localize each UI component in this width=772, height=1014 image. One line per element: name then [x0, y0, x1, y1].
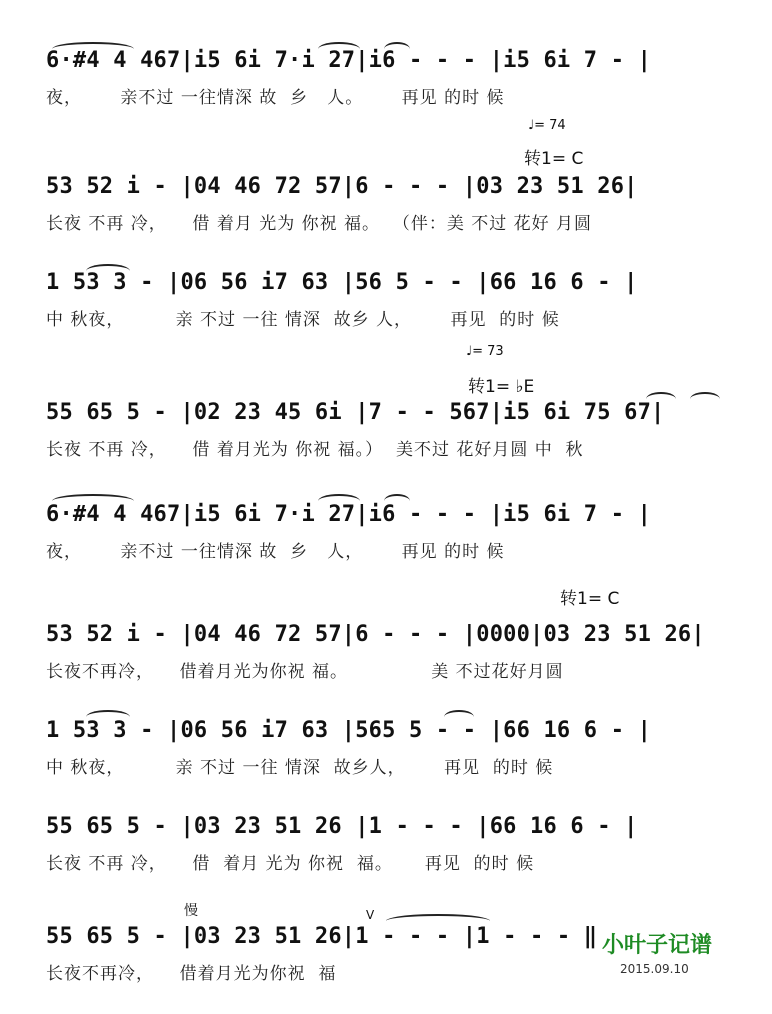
- lyrics-line: 中 秋夜， 亲 不过 一往 情深 故乡 人， 再见 的时 候: [46, 310, 560, 330]
- breath-mark: V: [366, 908, 375, 922]
- lyrics-line: 长夜不再冷， 借着月光为你祝 福。 美 不过花好月圆: [46, 662, 564, 682]
- tempo-mark: ♩= 73: [466, 344, 504, 359]
- score-system-2: [0, 126, 772, 236]
- score-system-3: [0, 222, 772, 332]
- notation-line: 55 65 5 - |03 23 51 26|1 - - - |1 - - - ‖: [46, 924, 598, 949]
- lyrics-line: 中 秋夜， 亲 不过 一往 情深 故乡人， 再见 的时 候: [46, 758, 554, 778]
- slur: [690, 392, 720, 406]
- tempo-mark: ♩= 74: [528, 118, 566, 133]
- notation-line: 1 53 3 - |06 56 i7 63 |565 5 - - |66 16 6 - |: [46, 718, 652, 743]
- tempo-slow-mark: 慢: [184, 903, 198, 919]
- notation-line: 6·#4 4 467|i5 6i 7·i 27|i6 - - - |i5 6i 7 - |: [46, 502, 652, 527]
- date-stamp: 2015.09.10: [620, 962, 689, 976]
- score-system-4: [0, 352, 772, 462]
- notation-line: 55 65 5 - |03 23 51 26 |1 - - - |66 16 6 - |: [46, 814, 638, 839]
- score-system-6: [0, 574, 772, 684]
- score-system-1: [0, 0, 772, 110]
- author-watermark: 小叶子记谱: [602, 933, 713, 958]
- score-system-8: [0, 766, 772, 876]
- score-system-7: [0, 670, 772, 780]
- key-change: 转1= C: [560, 589, 620, 609]
- notation-line: 55 65 5 - |02 23 45 6i |7 - - 567|i5 6i 75 67|: [46, 400, 665, 425]
- lyrics-line: 夜， 亲不过 一往情深 故 乡 人， 再见 的时 候: [46, 542, 505, 562]
- lyrics-line: 长夜 不再 冷， 借 着月光为 你祝 福。） 美不过 花好月圆 中 秋: [46, 440, 584, 460]
- lyrics-line: 长夜 不再 冷， 借 着月 光为 你祝 福。 再见 的时 候: [46, 854, 535, 874]
- notation-line: 1 53 3 - |06 56 i7 63 |56 5 - - |66 16 6 - |: [46, 270, 638, 295]
- notation-line: 53 52 i - |04 46 72 57|6 - - - |0000|03 23 51 26|: [46, 622, 705, 647]
- notation-line: 53 52 i - |04 46 72 57|6 - - - |03 23 51 26|: [46, 174, 638, 199]
- lyrics-line: 长夜不再冷， 借着月光为你祝 福: [46, 964, 337, 984]
- lyrics-line: 夜， 亲不过 一往情深 故 乡 人。 再见 的时 候: [46, 88, 505, 108]
- score-system-5: [0, 454, 772, 564]
- notation-line: 6·#4 4 467|i5 6i 7·i 27|i6 - - - |i5 6i 7 - |: [46, 48, 652, 73]
- key-change: 转1= ♭E: [468, 377, 535, 397]
- key-change: 转1= C: [524, 149, 584, 169]
- lyrics-line: 长夜 不再 冷， 借 着月 光为 你祝 福。 （伴：美 不过 花好 月圆: [46, 214, 593, 234]
